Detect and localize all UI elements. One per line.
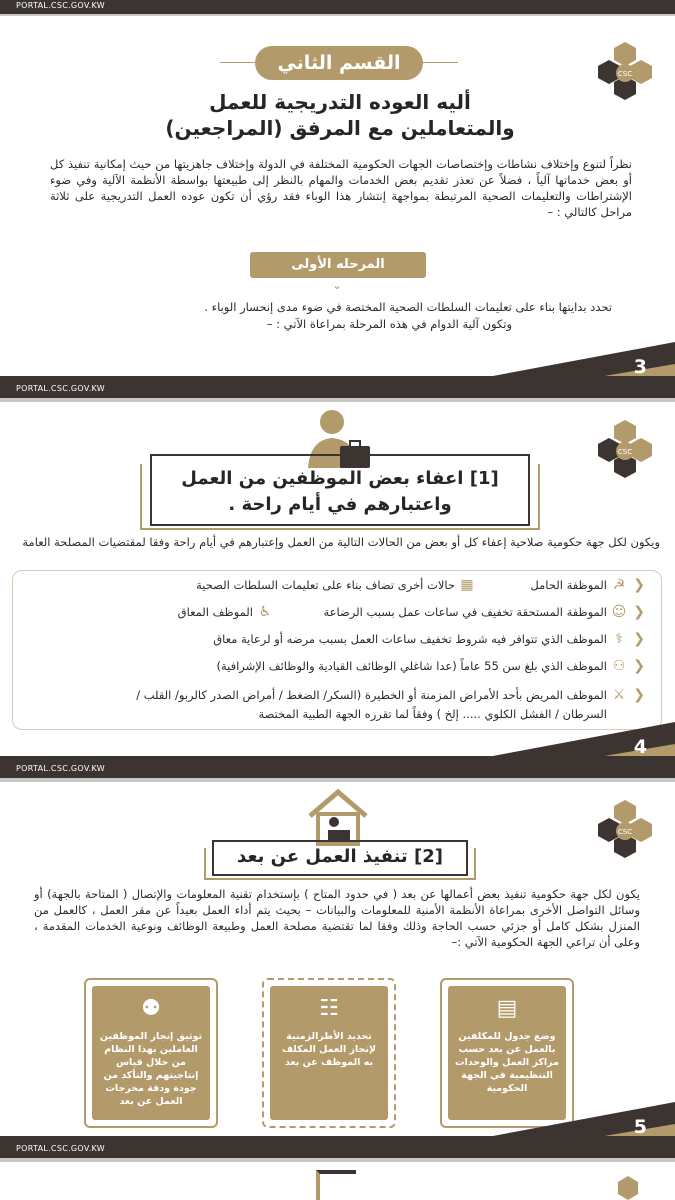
card-inner [270,986,388,1120]
building-icon: ▦ [460,577,474,593]
partial-logo-icon [618,1176,638,1200]
partial-icon [316,1170,356,1200]
elderly-icon: ⚇ [612,658,626,674]
card-inner [92,986,210,1120]
phase-line2: وتكون آلية الدوام في هذه المرحلة بمراعاة الآتي : – [266,317,512,331]
chevron-icon: ❮ [633,631,645,647]
slide4-footer-url: PORTAL.CSC.GOV.KW [16,764,105,773]
section-line-left [220,62,260,63]
chevron-icon: ❮ [633,658,645,674]
top-url: PORTAL.CSC.GOV.KW [16,1,105,10]
pregnant-icon: ☭ [612,577,626,593]
slide5-title: [2] تنفيذ العمل عن بعد [237,846,443,867]
chevron-icon: ❮ [633,687,645,703]
svg-text:CSC: CSC [617,70,633,78]
calendar-icon: ☷ [319,996,339,1021]
svg-text:CSC: CSC [617,448,633,456]
card-documentation [84,978,218,1128]
slide3-footer [0,376,675,398]
chevron-icon: ❮ [633,604,645,620]
slide5-page-number: 5 [633,1116,647,1138]
item-2-a: الموظفة المستحقة تخفيف في ساعات عمل بسبب الرضاعة [323,605,607,619]
svg-text:CSC: CSC [617,828,633,836]
slide3-footer-url: PORTAL.CSC.GOV.KW [16,384,105,393]
item-2-b: الموظف المعاق [177,605,253,619]
wheelchair-icon: ♿ [258,604,272,620]
slide3-title-line2: والمتعاملين مع المرفق (المراجعين) [165,116,515,140]
slide5-body: يكون لكل جهة حكومية تنفيذ بعض أعمالها عن بعد ( في حدود المتاح ) بإستخدام تقنية المعلومات والإتصال ( المتاحة بالجهة) أو وسائل التواصل الأخرى بمراعاة الأنظمة الأمنية للمعلومات والبيانات – بحيث يتم أداء العمل بعيداً عن مقر العمل ، كالعمل من المنزل بشكل كامل أو جزئي حسب الحاجة وذلك وفقا لما تقتضية مصلحة العمل وطبيعة الوظائف ونوعية الخدمات المقدمة ، وعلى أن تراعي الجهة الحكومية الآتي :– [34,887,640,949]
slide-6-partial [0,1162,675,1200]
item-1-b: حالات أخرى تضاف بناء على تعليمات السلطات الصحية [196,578,455,592]
slide3-page-number: 3 [633,356,647,378]
list-item [55,655,645,677]
item-3-a: الموظف الذي تتوافر فيه شروط تخفيف ساعات العمل بسبب مرضه أو لرعاية معاق [213,632,607,646]
slide4-page-number: 4 [633,736,647,758]
slide4-footer [0,756,675,778]
schedule-icon: ▤ [496,996,518,1021]
slide3-body: نظراً لتنوع وإختلاف نشاطات وإختصاصات الجهات الحكومية المختلفة في الدولة وإختلاف جاهزيتها من حيث إمكانية تنفيذ كل أو بعض خدماتها آلياً ، فضلاً عن تعذر تقديم بعض الخدمات والمهام بالنظر إلى طبيعتها بواسطة الأنظمة الآلية وفي ضوء الإشتراطات والتعليمات الصحية المرتبطة بمواجهة إنتشار هذا الوباء فقد رؤي أن تكون عوده العمل التدريجية على ثلاثة مراحل كالتالي : – [50,157,632,219]
logo-icon [592,38,658,108]
card-inner [448,986,566,1120]
chevron-icon: ❮ [633,577,645,593]
phase-label: المرحله الأولى [250,252,426,278]
list-item [55,574,645,596]
slide4-intro: ويكون لكل جهة حكومية صلاحية إعفاء كل أو بعض من الحالات التالية من العمل وإعتبارهم في أيام راحة وفقا لمقتضيات المصلحة العامة [22,535,660,549]
slide4-title-line2: واعتبارهم في أيام راحة . [228,494,452,515]
item-5-a: الموظف المريض بأحد الأمراض المزمنة أو الخطيرة (السكر/ الضغط / أمراض الصدر كالربو/ القلب / [136,688,607,702]
nursing-icon: ☺ [611,604,627,620]
logo-icon [592,796,658,866]
card-2-text: تحديد الأطرالزمنية لإنجاز العمل المكلف به الموظف عن بعد [281,1031,377,1068]
item-4-a: الموظف الذي بلغ سن 55 عاماً (عدا شاغلي الوظائف القيادية والوظائف الإشرافية) [216,659,607,673]
card-1-text: وضع جدول للمكلفين بالعمل عن بعد حسب مراكز العمل والوحدات التنظيمية في الجهة الحكومية [455,1031,559,1094]
list-item [55,601,645,623]
card-3-text: توثيق إنجاز الموظفين العاملين بهذا النظام من خلال قياس إنتاجيتهم والتأكد من جودة ودقة مخرجات العمل عن بعد [99,1031,203,1107]
phase-chevron-icon: ⌄ [332,278,343,292]
sick-icon: ⚔ [612,687,626,703]
slide5-footer [0,1136,675,1158]
section-label: القسم الثاني [255,46,423,80]
slide-5 [0,782,675,1158]
phase-line1: تحدد بدايتها بناء على تعليمات السلطات الصحية المختصة في ضوء مدى إنحسار الوباء . [204,300,612,314]
slide-3 [0,16,675,398]
item-5-line2: السرطان / الفشل الكلوي ..... إلخ ) وفقاً لما تقرره الجهة الطبية المختصة [258,707,607,721]
item-1-a: الموظفة الحامل [530,578,607,592]
section-line-right [418,62,458,63]
presentation-icon: ⚉ [141,996,161,1021]
house-laptop-icon [306,788,370,848]
slide-4 [0,402,675,778]
patient-icon: ⚕ [615,631,623,647]
slide3-title-line1: أليه العوده التدريجية للعمل [209,90,471,114]
list-item [55,628,645,650]
logo-icon [592,416,658,486]
top-url-bar [0,0,675,14]
slide4-title-line1: [1] اعفاء بعض الموظفين من العمل [181,468,499,489]
slide5-footer-url: PORTAL.CSC.GOV.KW [16,1144,105,1153]
